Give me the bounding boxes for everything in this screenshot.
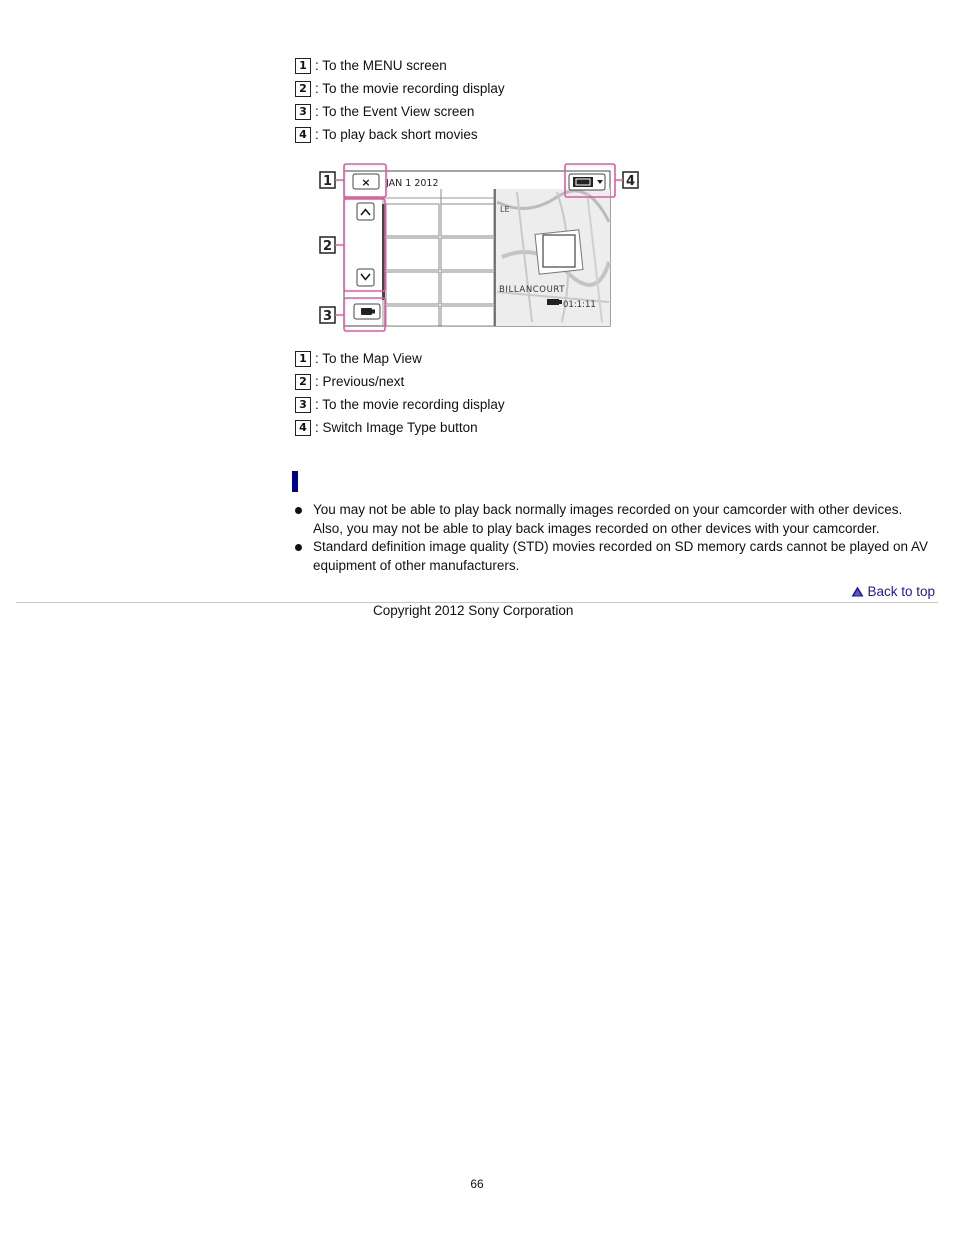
legend-item (295, 416, 505, 439)
legend-item (295, 347, 505, 370)
bullet-icon (295, 544, 302, 551)
legend-text: : To the movie recording display (315, 397, 505, 412)
callout-2 (320, 237, 335, 254)
map-view-screen-figure (317, 162, 643, 334)
map-label-city: BILLANCOURT (499, 285, 566, 295)
back-to-top-label[interactable]: Back to top (867, 584, 935, 599)
switch-image-type-button[interactable] (569, 174, 605, 190)
legend-text: : Switch Image Type button (315, 420, 478, 435)
number-box-icon: 2 (295, 374, 311, 390)
callout-4-label: 4 (625, 174, 636, 189)
number-box-icon: 3 (295, 104, 311, 120)
legend-text: : Previous/next (315, 374, 405, 389)
callout-1-label: 1 (322, 174, 333, 189)
legend-text: : To the Map View (315, 351, 422, 366)
note-text: Standard definition image quality (STD) movies recorded on SD memory cards cannot be played on AV equipment of other manufacturers. (313, 539, 929, 573)
number-box-icon: 4 (295, 127, 311, 143)
legend-list-bottom (295, 347, 505, 439)
page-number: 66 (470, 1177, 484, 1191)
legend-text: : To the MENU screen (315, 58, 447, 73)
number-box-icon: 1 (295, 351, 311, 367)
number-box-icon: 1 (295, 58, 311, 74)
legend-text: : To play back short movies (315, 127, 478, 142)
number-box-icon: 2 (295, 81, 311, 97)
callout-2-label: 2 (322, 239, 333, 254)
triangle-up-icon (851, 586, 864, 597)
legend-text: : To the Event View screen (315, 104, 475, 119)
callout-4 (623, 172, 638, 189)
copyright-text: Copyright 2012 Sony Corporation (373, 603, 574, 618)
movie-recording-button[interactable] (354, 304, 380, 319)
legend-item (295, 370, 505, 393)
map-label-top: LE (500, 205, 510, 214)
callout-1 (320, 172, 335, 189)
back-to-top-link[interactable] (851, 584, 935, 599)
note-item (295, 538, 935, 575)
map-area (495, 189, 610, 326)
bullet-icon (295, 507, 302, 514)
note-text: You may not be able to play back normally images recorded on your camcorder with other devices. Also, you may not be able to play back images recorded on other devices with your camcorder. (313, 502, 903, 536)
notes-heading-bar (292, 471, 298, 492)
previous-button[interactable] (357, 203, 374, 220)
next-button[interactable] (357, 269, 374, 286)
legend-list-top (295, 54, 505, 146)
legend-item (295, 393, 505, 416)
legend-text: : To the movie recording display (315, 81, 505, 96)
legend-item (295, 100, 505, 123)
legend-item (295, 77, 505, 100)
close-icon: × (361, 176, 371, 189)
number-box-icon: 3 (295, 397, 311, 413)
callout-3 (320, 307, 335, 324)
callout-3-label: 3 (322, 309, 333, 324)
notes-list (295, 501, 935, 575)
map-time: 01:1:11 (563, 300, 596, 310)
legend-item (295, 54, 505, 77)
note-item (295, 501, 935, 538)
close-button[interactable] (353, 174, 379, 189)
date-text: JAN 1 2012 (386, 178, 439, 189)
legend-item (295, 123, 505, 146)
number-box-icon: 4 (295, 420, 311, 436)
